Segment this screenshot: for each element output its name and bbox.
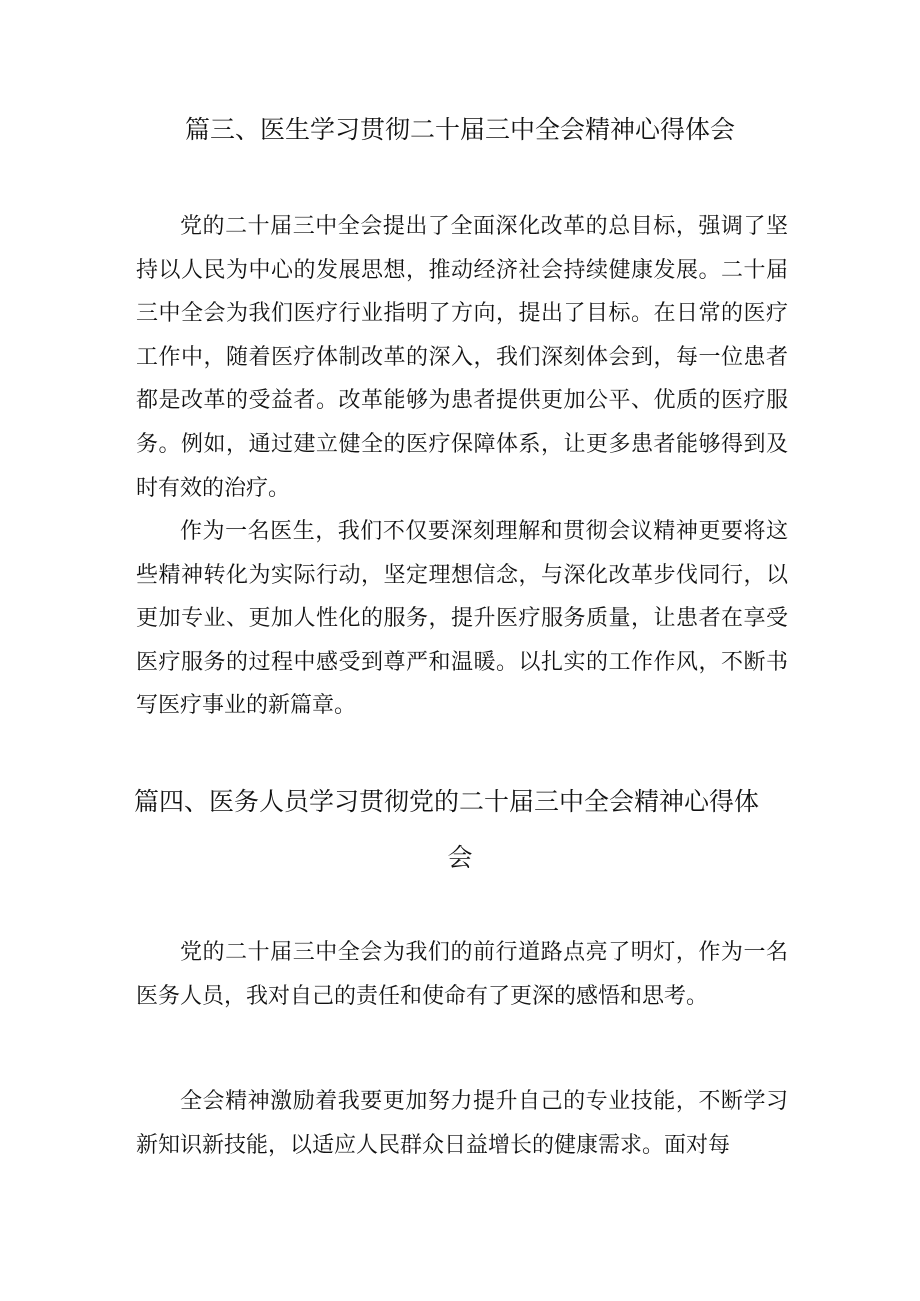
section-4-title-line-2: 会	[447, 843, 473, 872]
section-3-title: 篇三、医生学习贯彻二十届三中全会精神心得体会	[184, 115, 735, 144]
section-4-paragraph-1: 党的二十届三中全会为我们的前行道路点亮了明灯，作为一名医务人员，我对自己的责任和使命有了更深的感悟和思考。	[136, 940, 788, 1009]
section-4-title-line-1: 篇四、医务人员学习贯彻党的二十届三中全会精神心得体	[134, 787, 760, 816]
section-3-paragraph-2: 作为一名医生，我们不仅要深刻理解和贯彻会议精神更要将这些精神转化为实际行动，坚定理想信念，与深化改革步伐同行，以更加专业、更加人性化的服务，提升医疗服务质量，让患者在享受医疗服务的过程中感受到尊严和温暖。以扎实的工作作风，不断书写医疗事业的新篇章。	[136, 519, 788, 719]
section-4-paragraph-2: 全会精神激励着我要更加努力提升自己的专业技能，不断学习新知识新技能，以适应人民群众日益增长的健康需求。面对每	[136, 1089, 788, 1158]
section-3-paragraph-1: 党的二十届三中全会提出了全面深化改革的总目标，强调了坚持以人民为中心的发展思想，推动经济社会持续健康发展。二十届三中全会为我们医疗行业指明了方向，提出了目标。在日常的医疗工作中，随着医疗体制改革的深入，我们深刻体会到，每一位患者都是改革的受益者。改革能够为患者提供更加公平、优质的医疗服务。例如，通过建立健全的医疗保障体系，让更多患者能够得到及时有效的治疗。	[136, 214, 788, 501]
